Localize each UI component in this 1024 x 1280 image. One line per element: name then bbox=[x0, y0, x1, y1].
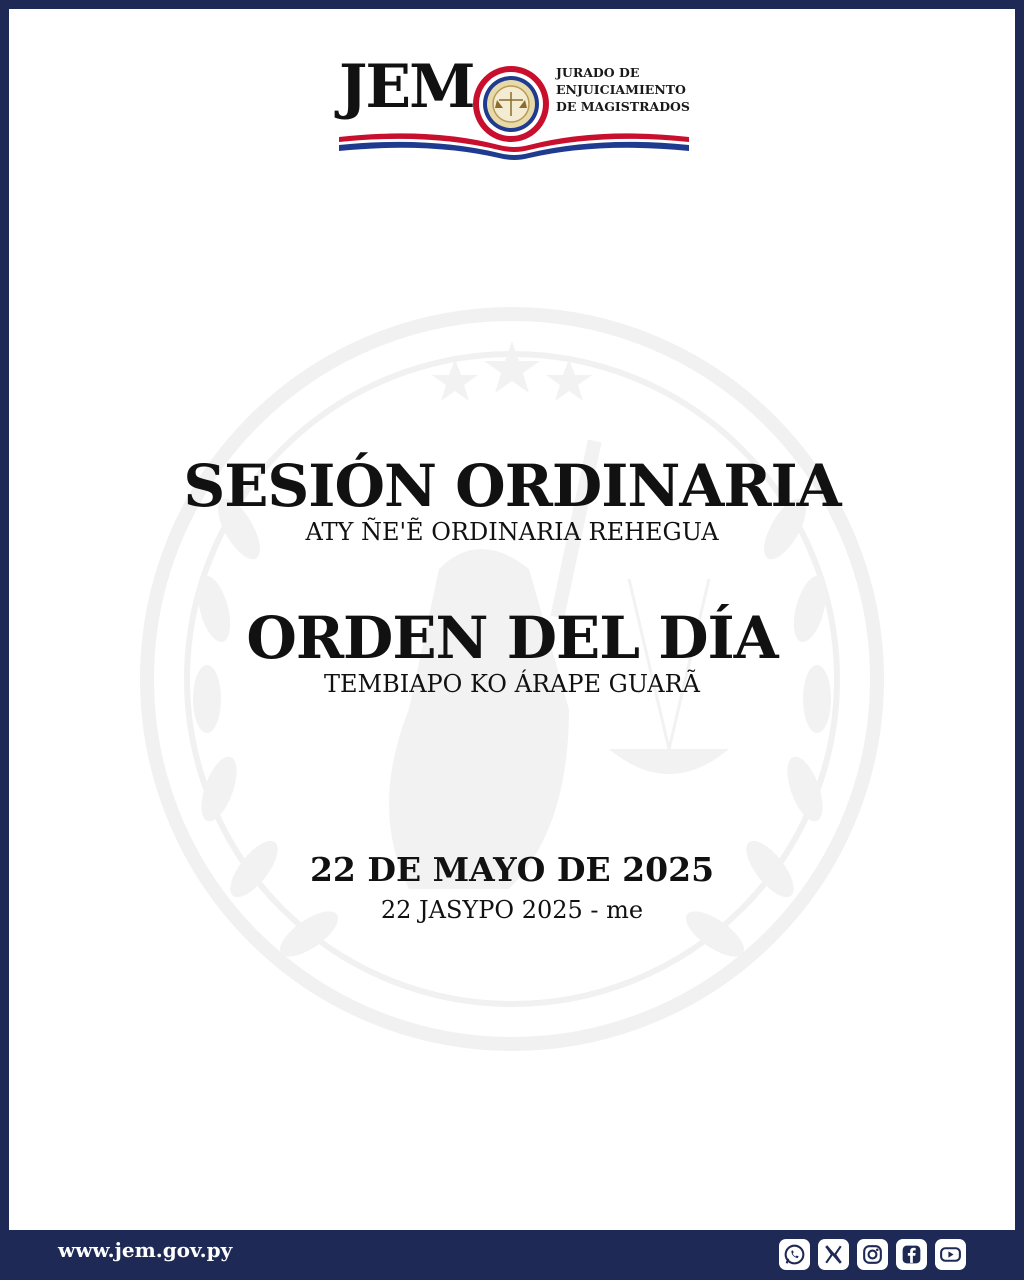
agenda-title: ORDEN DEL DÍA bbox=[246, 604, 778, 672]
agenda-subtitle: TEMBIAPO KO ÁRAPE GUARÃ bbox=[323, 670, 701, 698]
session-subtitle: ATY ÑE'Ẽ ORDINARIA REHEGUA bbox=[305, 518, 719, 546]
session-title: SESIÓN ORDINARIA bbox=[183, 452, 841, 520]
social-icons bbox=[779, 1239, 966, 1270]
footer bbox=[0, 1230, 1024, 1280]
facebook-icon[interactable] bbox=[896, 1239, 927, 1270]
website-link[interactable]: www.jem.gov.py bbox=[58, 1238, 233, 1262]
youtube-icon[interactable] bbox=[935, 1239, 966, 1270]
x-icon[interactable] bbox=[818, 1239, 849, 1270]
instagram-icon[interactable] bbox=[857, 1239, 888, 1270]
date-main: 22 DE MAYO DE 2025 bbox=[309, 850, 715, 889]
logo-subtitle: JURADO DE ENJUICIAMIENTO DE MAGISTRADOS bbox=[556, 65, 690, 114]
heading-session bbox=[9, 452, 1015, 547]
logo-acronym: JEM bbox=[339, 52, 474, 122]
date-block bbox=[9, 851, 1015, 925]
announcement-card bbox=[9, 9, 1015, 1230]
jem-logo bbox=[9, 9, 1015, 169]
heading-agenda bbox=[9, 604, 1015, 699]
date-sub: 22 JASYPO 2025 - me bbox=[380, 896, 644, 924]
flag-ribbon-icon bbox=[339, 127, 689, 167]
whatsapp-icon[interactable] bbox=[779, 1239, 810, 1270]
